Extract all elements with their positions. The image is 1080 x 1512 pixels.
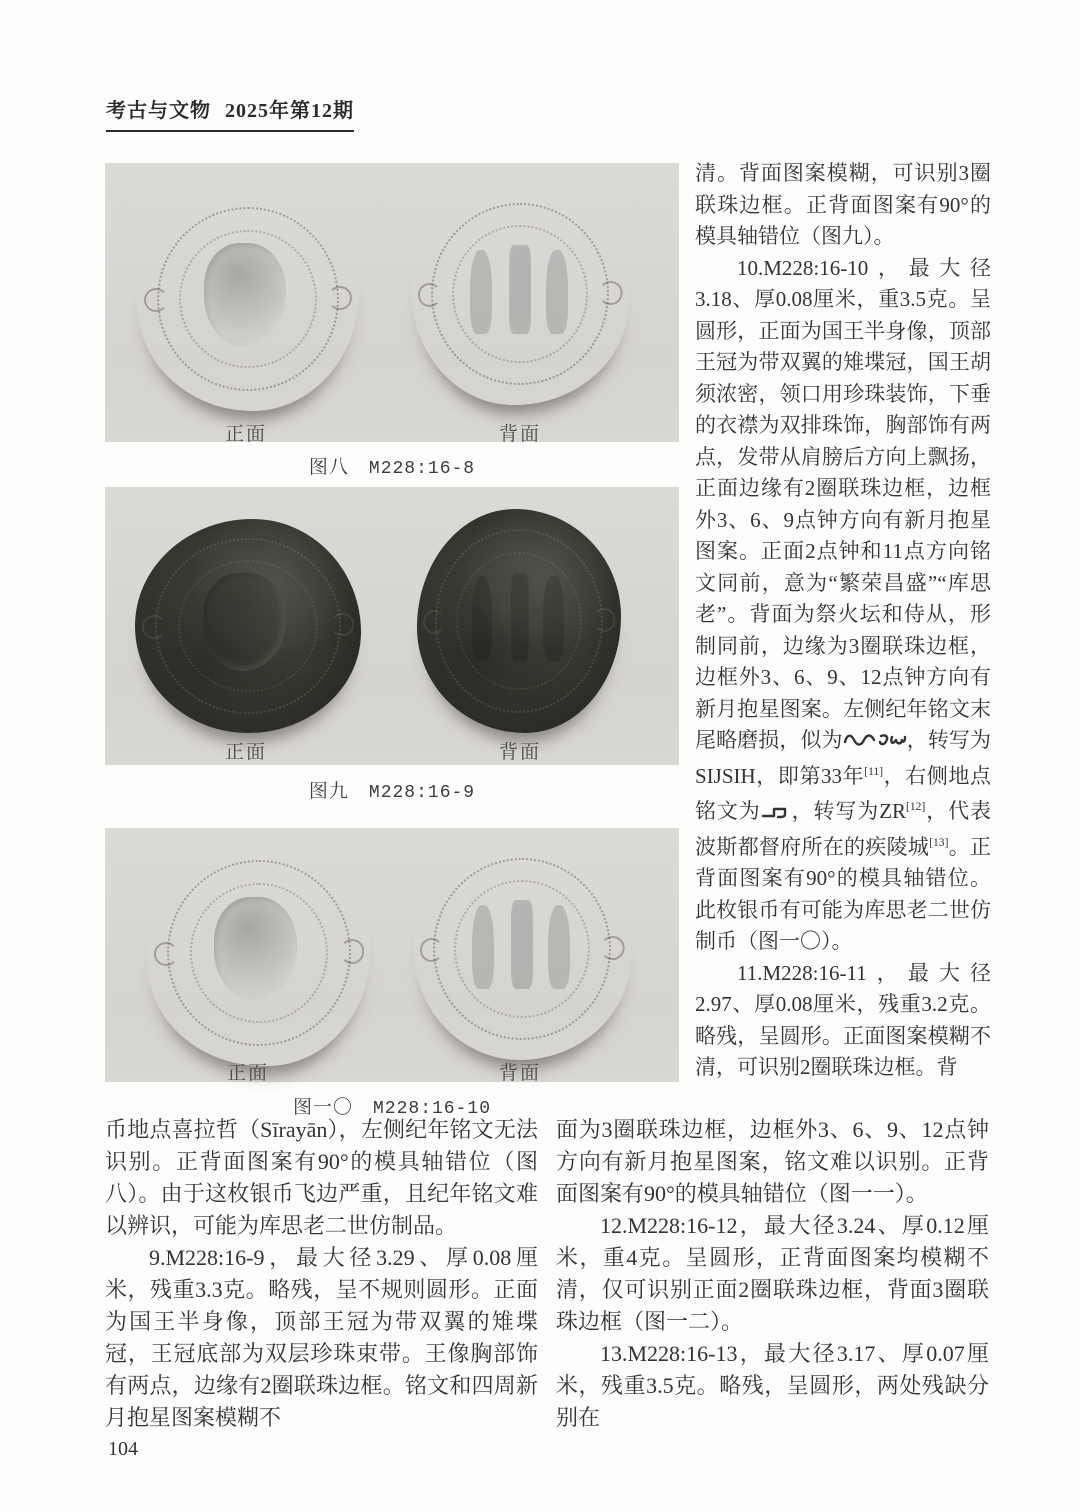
body-paragraph: 币地点喜拉哲（Sīrayān），左侧纪年铭文无法识别。正背面图案有90°的模具轴错位（图八）。由于这枚银币飞边严重，且纪年铭文难以辨识，可能为库思老二世仿制品。 bbox=[105, 1117, 538, 1238]
king-bust-relief bbox=[204, 243, 286, 346]
issue-label: 2025年第12期 bbox=[225, 100, 354, 122]
figure-label: 图九 bbox=[308, 781, 349, 802]
crescent-star-mark bbox=[144, 288, 168, 312]
running-header bbox=[106, 94, 354, 132]
crescent-star-mark bbox=[601, 936, 625, 960]
body-paragraph: 面为3圈联珠边框，边框外3、6、9、12点钟方向有新月抱星图案，铭文难以识别。正背面图案有90°的模具轴错位（图一一）。 bbox=[556, 1117, 989, 1206]
body-paragraph: 9.M228:16-9，最大径3.29、厚0.08厘米，残重3.3克。略残，呈不规则圆形。正面为国王半身像，顶部王冠为带双翼的雉堞冠，王冠底部为双层珍珠束带。王像胸部饰有两点，边缘有2圈联珠边框。铭文和四周新月抱星图案模糊不 bbox=[105, 1245, 538, 1430]
crescent-star-mark bbox=[328, 286, 352, 310]
crescent-star-mark bbox=[330, 613, 354, 636]
figure-10-photo bbox=[105, 828, 679, 1082]
crescent-star-mark bbox=[420, 938, 444, 962]
footnote-ref: [13] bbox=[929, 836, 949, 849]
body-paragraph: 清。背面图案模糊，可识别3圈联珠边框。正背面图案有90°的模具轴错位（图九）。 bbox=[695, 161, 991, 248]
crescent-star-mark bbox=[593, 608, 615, 632]
coin-obverse-photo bbox=[135, 519, 361, 733]
specimen-id: M228:16-10 bbox=[372, 1099, 492, 1119]
reverse-label: 背面 bbox=[499, 1063, 542, 1084]
crescent-star-mark bbox=[340, 939, 364, 963]
obverse-label: 正面 bbox=[225, 742, 268, 763]
figure-8-caption bbox=[105, 452, 679, 479]
crescent-star-mark bbox=[142, 615, 166, 638]
paragraph-text: ，代表波斯都督府所在的疾陵城 bbox=[695, 799, 991, 859]
obverse-label: 正面 bbox=[227, 1063, 270, 1084]
coin-reverse-photo bbox=[413, 838, 631, 1060]
coin-reverse-photo bbox=[411, 183, 629, 405]
obverse-label: 正面 bbox=[225, 424, 268, 445]
bottom-right-text-column bbox=[556, 1114, 989, 1434]
paragraph-text: ，右侧地点铭文为 bbox=[695, 763, 992, 823]
attendant-relief bbox=[543, 576, 563, 661]
figure-8-photo bbox=[105, 163, 679, 445]
attendant-relief bbox=[548, 905, 570, 989]
page-number: 104 bbox=[108, 1438, 138, 1460]
specimen-id: M228:16-8 bbox=[368, 459, 476, 479]
king-bust-relief bbox=[203, 573, 287, 671]
crescent-star-mark bbox=[154, 942, 178, 966]
figure-label: 图一〇 bbox=[292, 1097, 353, 1118]
fire-altar-relief bbox=[511, 900, 533, 989]
body-paragraph: 13.M228:16-13，最大径3.17、厚0.07厘米，残重3.5克。略残，呈圆形，两处残缺分别在 bbox=[556, 1341, 989, 1430]
coin-obverse-photo bbox=[147, 840, 371, 1066]
fire-altar-relief bbox=[509, 572, 529, 662]
paragraph-text: ，转写为SIJSIH，即第33年 bbox=[695, 728, 992, 788]
body-paragraph: 11.M228:16-11，最大径2.97、厚0.08厘米，残重3.2克。略残，呈圆形。正面图案模糊不清，可识别2圈联珠边框。背 bbox=[695, 960, 991, 1079]
fire-altar-relief bbox=[509, 245, 531, 334]
bottom-left-text-column bbox=[105, 1114, 538, 1434]
body-paragraph: 12.M228:16-12，最大径3.24、厚0.12厘米，重4克。呈圆形，正背面图案均模糊不清，仅可识别正面2圈联珠边框，背面3圈联珠边框（图一二）。 bbox=[556, 1213, 989, 1334]
crescent-star-mark bbox=[599, 281, 623, 305]
paragraph-text: 10.M228:16-10，最大径3.18、厚0.08厘米，重3.5克。呈圆形，正面为国王半身像，顶部王冠为带双翼的雉堞冠，国王胡须浓密，领口用珍珠装饰，下垂的衣襟为双排珠饰，胸部饰有两点，发带从肩膀后方向上飘扬，正面边缘有2圈联珠边框，边框外3、6、9点钟方向有新月抱星图案。正面2点钟和11点方向铭文同前，意为“繁荣昌盛”“库思老”。背面为祭火坛和侍从，形制同前，边缘为3圈联珠边框，边框外3、6、9、12点钟方向有新月抱星图案。左侧纪年铭文末尾略磨损，似为 bbox=[695, 255, 991, 752]
figure-9-photo bbox=[105, 487, 679, 765]
crescent-star-mark bbox=[418, 283, 442, 307]
reverse-label: 背面 bbox=[499, 742, 542, 763]
reverse-label: 背面 bbox=[499, 424, 542, 445]
coin-reverse-photo bbox=[417, 509, 621, 733]
attendant-relief bbox=[546, 250, 568, 334]
attendant-relief bbox=[472, 905, 494, 989]
footnote-ref: [12] bbox=[906, 801, 926, 813]
attendant-relief bbox=[472, 576, 492, 661]
king-bust-relief bbox=[214, 897, 297, 1001]
paragraph-text: ，转写为ZR bbox=[790, 799, 907, 823]
specimen-id: M228:16-9 bbox=[368, 783, 476, 803]
attendant-relief bbox=[470, 250, 492, 334]
coin-obverse-photo bbox=[137, 187, 359, 411]
figure-label: 图八 bbox=[308, 457, 349, 478]
right-text-column bbox=[695, 158, 991, 1084]
figure-9-caption bbox=[105, 776, 679, 803]
journal-title: 考古与文物 bbox=[106, 100, 211, 122]
body-paragraph bbox=[695, 253, 991, 958]
paragraph-text: 。正背面图案有90°的模具轴错位。此枚银币有可能为库思老二世仿制币（图一〇）。 bbox=[695, 834, 992, 953]
crescent-star-mark bbox=[423, 610, 445, 634]
footnote-ref: [11] bbox=[864, 765, 884, 778]
pahlavi-year-script-icon bbox=[843, 729, 907, 749]
pahlavi-mint-script-icon bbox=[761, 802, 791, 820]
